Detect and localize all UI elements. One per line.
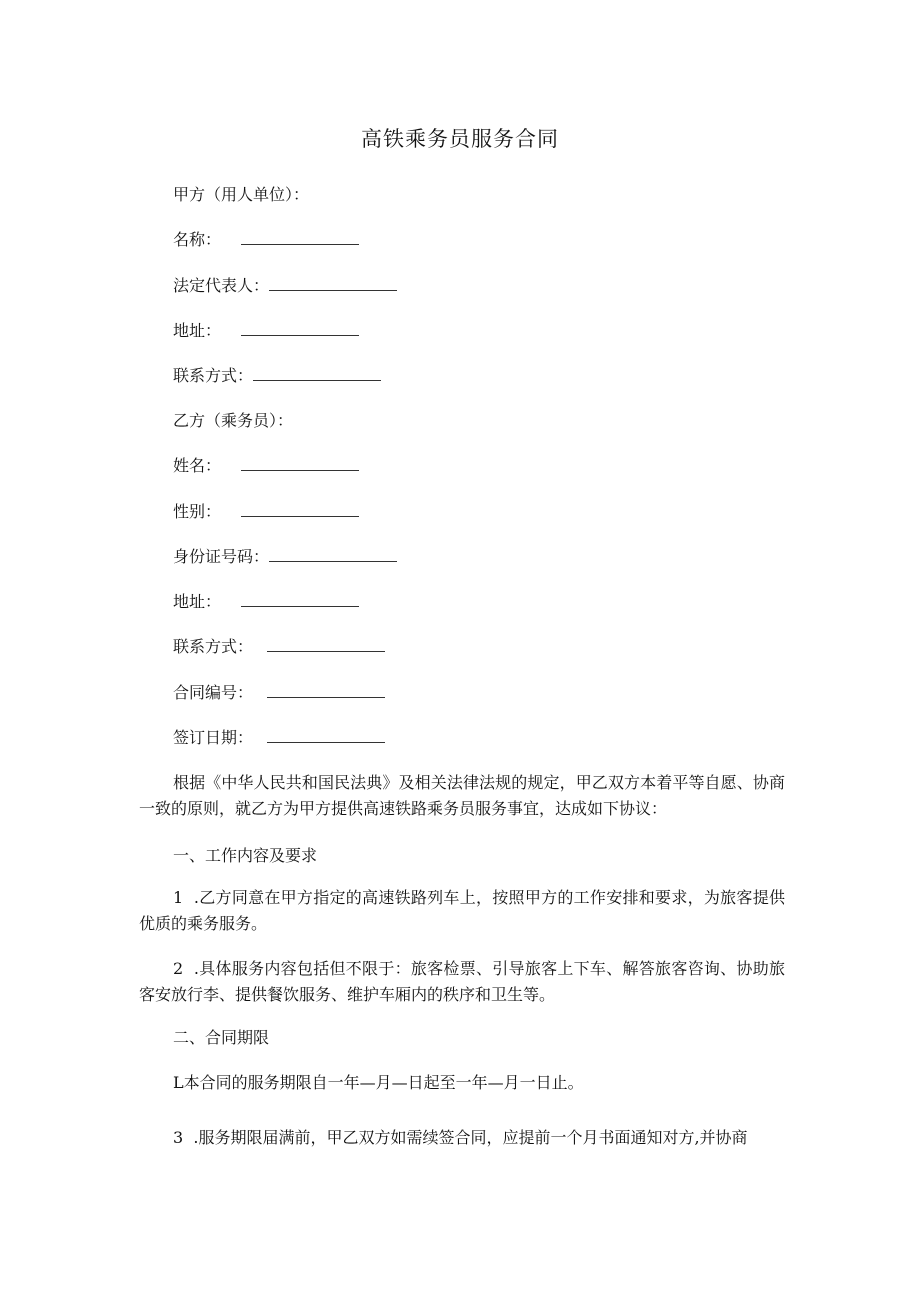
document-title: 高铁乘务员服务合同 bbox=[361, 127, 559, 151]
party-a-rep-label: 法定代表人： bbox=[173, 276, 270, 295]
section-1-item-2: 2 .具体服务内容包括但不限于：旅客检票、引导旅客上下车、解答旅客咨询、协助旅客安放行李、提供餐饮服务、维护车厢内的秩序和卫生等。 bbox=[139, 959, 785, 1004]
contract-number-blank[interactable] bbox=[267, 683, 385, 698]
party-a-name-label: 名称： bbox=[173, 230, 222, 249]
party-b-id-label: 身份证号码： bbox=[173, 547, 270, 566]
party-a-address-row bbox=[173, 320, 359, 342]
intro-paragraph: 根据《中华人民共和国民法典》及相关法律法规的规定，甲乙双方本着平等自愿、协商一致的原则，就乙方为甲方提供高速铁路乘务员服务事宜，达成如下协议： bbox=[139, 773, 785, 818]
party-a-name-blank[interactable] bbox=[241, 230, 359, 245]
party-a-rep-blank[interactable] bbox=[269, 276, 397, 291]
party-b-name-blank[interactable] bbox=[241, 456, 359, 471]
section-1-item-1: 1 .乙方同意在甲方指定的高速铁路列车上，按照甲方的工作安排和要求，为旅客提供优质的乘务服务。 bbox=[139, 888, 785, 933]
section-2-item-3: 3 .服务期限届满前，甲乙双方如需续签合同，应提前一个月书面通知对方,并协商 bbox=[173, 1128, 748, 1147]
party-b-address-row bbox=[173, 591, 359, 613]
contract-number-label: 合同编号： bbox=[173, 683, 254, 702]
party-a-address-label: 地址： bbox=[173, 321, 222, 340]
party-a-contact-label: 联系方式： bbox=[173, 366, 254, 385]
party-b-id-blank[interactable] bbox=[269, 547, 397, 562]
sign-date-blank[interactable] bbox=[267, 728, 385, 743]
sign-date-label: 签订日期： bbox=[173, 728, 254, 747]
party-b-contact-blank[interactable] bbox=[267, 637, 385, 652]
party-b-heading: 乙方（乘务员）： bbox=[173, 411, 294, 430]
party-b-contact-row bbox=[173, 636, 385, 658]
contract-number-row bbox=[173, 682, 385, 704]
party-b-name-label: 姓名： bbox=[173, 456, 222, 475]
party-a-contact-blank[interactable] bbox=[253, 366, 381, 381]
party-a-name-row bbox=[173, 229, 359, 251]
section-2-heading: 二、合同期限 bbox=[173, 1028, 270, 1047]
party-b-name-row bbox=[173, 455, 359, 477]
sign-date-row bbox=[173, 727, 385, 749]
party-a-address-blank[interactable] bbox=[241, 321, 359, 336]
party-b-gender-row bbox=[173, 501, 359, 523]
party-b-gender-label: 性别： bbox=[173, 502, 222, 521]
party-b-address-label: 地址： bbox=[173, 592, 222, 611]
party-b-gender-blank[interactable] bbox=[241, 502, 359, 517]
party-a-rep-row bbox=[173, 275, 397, 297]
party-b-id-row bbox=[173, 546, 397, 568]
section-2-item-1: L本合同的服务期限自一年—月—日起至一年—月一日止。 bbox=[173, 1073, 584, 1092]
party-b-contact-label: 联系方式： bbox=[173, 637, 254, 656]
party-b-address-blank[interactable] bbox=[241, 592, 359, 607]
party-a-contact-row bbox=[173, 365, 381, 387]
party-a-heading: 甲方（用人单位）： bbox=[173, 185, 310, 204]
section-1-heading: 一、工作内容及要求 bbox=[173, 846, 318, 865]
